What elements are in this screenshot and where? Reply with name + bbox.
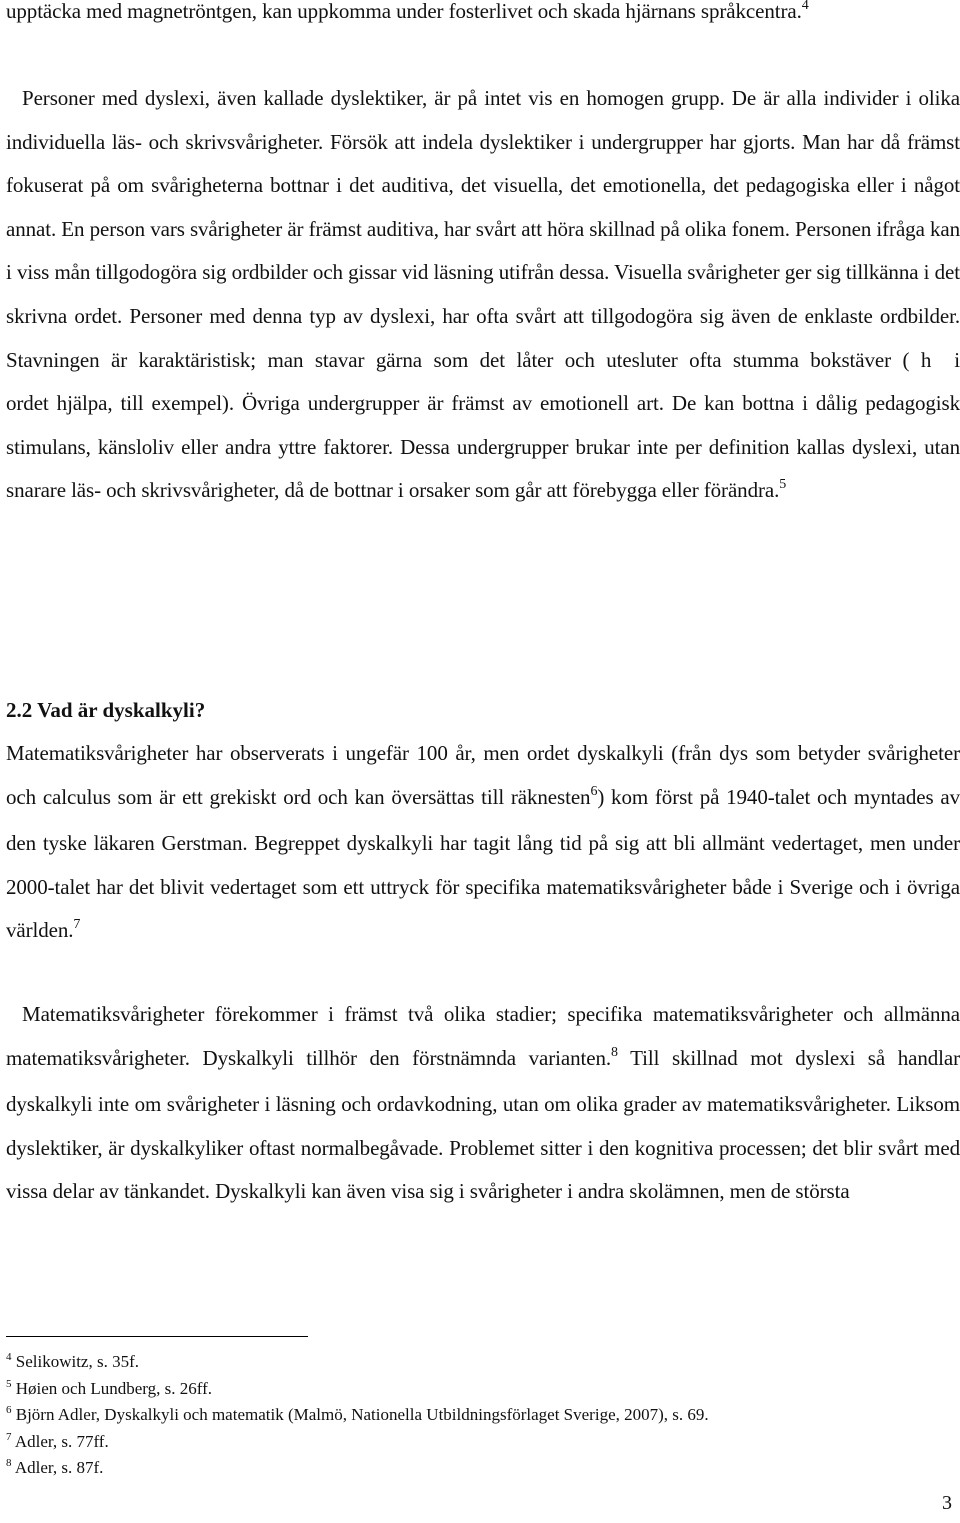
- example-word: hjälpa: [56, 391, 108, 416]
- footnote-ref-6: 6: [590, 783, 598, 799]
- paragraph-continuation: upptäcka med magnetröntgen, kan uppkomma under fosterlivet och skada hjärnans språkcentra.$^4$: [6, 0, 809, 23]
- footnote-divider: [6, 1336, 308, 1337]
- footnote-6: $^6$ Björn Adler, Dyskalkyli och matematik (Malmö, Nationella Utbildningsförlaget Sverige, 2007), s. 69.: [6, 1404, 709, 1424]
- footnote-7: $^7$ Adler, s. 77ff.: [6, 1430, 109, 1451]
- footnote-4: $^4$ Selikowitz, s. 35f.: [6, 1351, 139, 1371]
- footnote-ref-8: 8: [611, 1044, 618, 1060]
- footnotes: [6, 1350, 709, 1483]
- footnote-ref-7: 7: [73, 917, 81, 933]
- footnote-ref-4: 4: [801, 0, 809, 13]
- paragraph-dyslexia-subgroups: Personer med dyslexi, även kallade dyslektiker, är på intet vis en homogen grupp. De är alla individer i olika individuella läs- och skrivsvårigheter. Försök att indela dyslektiker i undergrupper har gjorts. Man har då främst fokuserat på om svårigheterna bottnar i det auditiva, det visuella, det emotionella, det pedagogiska eller i något annat. En person vars svårigheter är främst auditiva, har svårt att höra skillnad på olika fonem. Personen ifråga kan i viss mån tillgodogöra sig ordbilder och gissar vid läsning utifrån dessa. Visuella svårigheter ger sig tillkänna i det skrivna ordet. Personer med denna typ av dyslexi, har ofta svårt att tillgodogöra sig även de enklaste ordbilder. Stavningen är karaktäristisk; man stavar gärna som det låter och utesluter ofta stumma bokstäver ( h i ordet hjälpa, till exempel). Övriga undergrupper är främst av emotionell art. De kan bottna i dålig pedagogisk stimulans, känsloliv eller andra yttre faktorer. Dessa undergrupper brukar inte per definition kallas dyslexi, utan snarare läs- och skrivsvårigheter, då de bottnar i orsaker som går att förebygga eller förändra.$^5$: [6, 86, 960, 503]
- footnote-ref-5: 5: [779, 477, 787, 493]
- paragraph-dyscalculia-definition: Matematiksvårigheter har observerats i ungefär 100 år, men ordet dyskalkyli (från dys som betyder svårigheter och calculus som är ett grekiskt ord och kan översättas till räknesten$^6$) kom först på 1940-talet och myntades av den tyske läkaren Gerstman. Begreppet dyskalkyli har tagit lång tid på sig att bli allmänt vedertaget, men under 2000-talet har det blivit vedertaget som ett uttryck för specifika matematiksvårigheter både i Sverige och i övriga världen.$^7$: [6, 741, 960, 943]
- page-number: 3: [942, 1492, 952, 1514]
- paragraph-math-difficulties: Matematiksvårigheter förekommer i främst två olika stadier; specifika matematiksvårigheter och allmänna matematiksvårigheter. Dyskalkyli tillhör den förstnämnda varianten.$^8$ Till skillnad mot dyslexi så handlar dyskalkyli inte om svårigheter i läsning och ordavkodning, utan om olika grader av matematiksvårigheter. Liksom dyslektiker, är dyskalkyliker oftast normalbegåvade. Problemet sitter i den kognitiva processen; det blir svårt med vissa delar av tänkandet. Dyskalkyli kan även visa sig i svårigheter i andra skolämnen, men de största: [6, 1002, 960, 1204]
- footnote-8: $^8$ Adler, s. 87f.: [6, 1457, 104, 1477]
- example-letter: h: [920, 347, 932, 372]
- footnote-5: $^5$ Høien och Lundberg, s. 26ff.: [6, 1377, 213, 1398]
- section-heading: 2.2 Vad är dyskalkyli?: [6, 698, 206, 722]
